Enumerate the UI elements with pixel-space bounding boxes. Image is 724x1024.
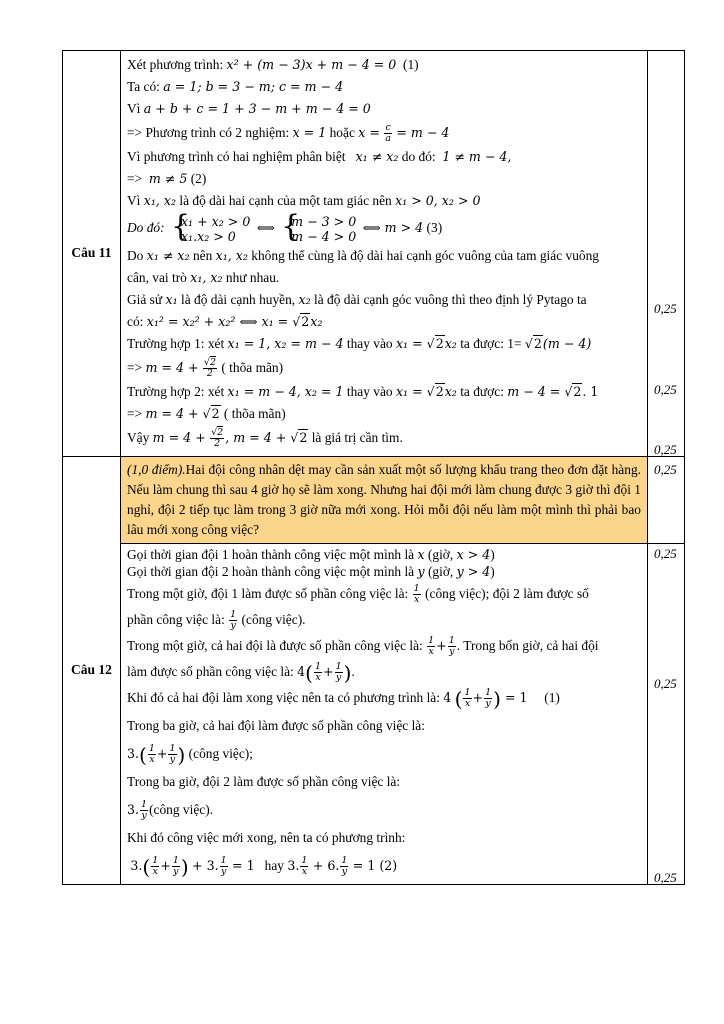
q12-line-12: Khi đó công việc mới xong, nên ta có phương trình:: [127, 829, 406, 845]
score-mark: 0,25: [654, 545, 677, 561]
q12-prompt-text: Hai đội công nhân dệt may cần sản xuất một số lượng khẩu trang theo đơn đặt hàng. Nếu làm chung thì sau 4 giờ họ sẽ làm xong. Nhưng hai đội mới làm chung được 3 giờ thì đội 1 nghỉ, đội 2 tiếp tục làm trong 3 giờ nữa mới xong. Hỏi mỗi đội nếu làm một mình thì phải bao lâu mới xong công việc?: [127, 461, 641, 537]
fraction-sqrt2-over-2: $\frac{√2}{2}$: [203, 357, 216, 380]
q11-line-9: Do x₁ ≠ x₂ nên x₁, x₂ không thể cùng là độ dài hai cạnh góc vuông của tam giác vuông: [127, 247, 599, 263]
q12-score-column: [648, 543, 685, 884]
q12-label: Câu 12: [63, 456, 121, 884]
q12-prompt: [121, 456, 648, 543]
q11-line-8-systems: Do đó: { x₁ + x₂ > 0 x₁.x₂ > 0 ⟺ { m − 3 > 0 m − 4 > 0 ⟺ m > 4 (3): [127, 208, 443, 244]
score-mark: 0,25: [654, 462, 677, 477]
q11-line-11: Giả sử x₁ là độ dài cạnh huyền, x₂ là độ dài cạnh góc vuông thì theo định lý Pytago ta: [127, 291, 587, 307]
q12-solution: [121, 543, 648, 884]
q11-score-column: [648, 51, 685, 477]
q12-line-11: 3. $\frac{1}{y}$ (công việc).: [127, 799, 214, 822]
system-x1-x2: { x₁ + x₂ > 0 x₁.x₂ > 0: [170, 208, 251, 244]
score-mark: 0,25: [654, 301, 677, 316]
score-mark: 0,25: [654, 869, 677, 885]
q12-line-4: phần công việc là: $\frac{1}{y}$ (công việc).: [127, 609, 306, 632]
q12-row: [63, 456, 685, 543]
q11-line-13: Trường hợp 1: xét x₁ = 1, x₂ = m − 4 thay vào x₁ = √2x₂ ta được: 1= √2(m − 4): [127, 335, 592, 351]
fraction-c-over-a: $\frac{c}{a}$: [385, 122, 391, 145]
q12-line-10: Trong ba giờ, đội 2 làm được số phần công việc là:: [127, 773, 401, 789]
q12-line-7: Khi đó cả hai đội làm xong việc nên ta có phương trình là: 4 ( $\frac{1}{x}$ + $\frac{1}{y}$ ) = 1 (1): [127, 686, 560, 711]
q11-solution: [121, 51, 648, 457]
q11-row: [63, 51, 685, 457]
q11-line-6: => m ≠ 5 (2): [127, 171, 207, 186]
score-mark: 0,25: [654, 442, 677, 457]
q12-points: (1,0 điểm).: [127, 461, 186, 477]
q12-line-3: Trong một giờ, đội 1 làm được số phần công việc là: $\frac{1}{x}$ (công việc); đội 2 làm được số: [127, 583, 589, 606]
q12-line-1: Gọi thời gian đội 1 hoàn thành công việc một mình là x (giờ, x > 4): [127, 546, 495, 562]
q12-solution-row: [63, 543, 685, 884]
score-mark: 0,25: [654, 382, 677, 397]
q11-line-5: Vì phương trình có hai nghiệm phân biệt x₁ ≠ x₂ do đó: 1 ≠ m − 4,: [127, 149, 512, 164]
q11-label: Câu 11: [63, 51, 121, 457]
score-mark: 0,25: [654, 675, 677, 691]
q11-line-14: => m = 4 + $\frac{√2}{2}$ ( thõa mãn): [127, 357, 284, 380]
q11-line-17: Vậy m = 4 + $\frac{√2}{2}$ , m = 4 + √2 là giá trị cần tìm.: [127, 427, 403, 450]
q12-line-5: Trong một giờ, cả hai đội là được số phần công việc là: $\frac{1}{x}$ + $\frac{1}{y}$ . Trong bốn giờ, cả hai đội: [127, 635, 599, 658]
q12-line-8: Trong ba giờ, cả hai đội làm được số phần công việc là:: [127, 717, 425, 733]
q11-line-12: có: x₁² = x₂² + x₂² ⟺ x₁ = √2x₂: [127, 313, 323, 329]
q11-line-1: Xét phương trình: x² + (m − 3)x + m − 4 = 0 (1): [127, 57, 419, 72]
answer-table: [62, 50, 685, 885]
q11-line-7: Vì x₁, x₂ là độ dài hai cạnh của một tam giác nên x₁ > 0, x₂ > 0: [127, 193, 481, 208]
q11-line-2: Ta có: a = 1; b = 3 − m; c = m − 4: [127, 79, 344, 94]
q11-line-4: => Phương trình có 2 nghiệm: x = 1 hoặc x = $\frac{c}{a}$ = m − 4: [127, 122, 450, 145]
q11-line-3: Vì a + b + c = 1 + 3 − m + m − 4 = 0: [127, 101, 371, 116]
q12-line-2: Gọi thời gian đội 2 hoàn thành công việc một mình là y (giờ, y > 4): [127, 563, 495, 579]
q12-line-13: 3.( $\frac{1}{x}$ + $\frac{1}{y}$ ) + 3. $\frac{1}{y}$ = 1 hay 3. $\frac{1}{x}$ + 6. $\frac{1}{y}$ = 1 (2): [130, 854, 398, 879]
system-m: { m − 3 > 0 m − 4 > 0: [281, 208, 357, 244]
q12-line-9: 3.( $\frac{1}{x}$ + $\frac{1}{y}$ ) (công việc);: [127, 742, 253, 767]
fraction-sqrt2-over-2-final: $\frac{√2}{2}$: [211, 427, 224, 450]
q12-line-6: làm được số phần công việc là: 4( $\frac{1}{x}$ + $\frac{1}{y}$ ).: [127, 660, 355, 685]
q11-line-10: cân, vai trò x₁, x₂ như nhau.: [127, 269, 280, 285]
q11-line-15: Trường hợp 2: xét x₁ = m − 4, x₂ = 1 thay vào x₁ = √2x₂ ta được: m − 4 = √2. 1: [127, 383, 599, 399]
q11-line-16: => m = 4 + √2 ( thõa mãn): [127, 405, 286, 421]
